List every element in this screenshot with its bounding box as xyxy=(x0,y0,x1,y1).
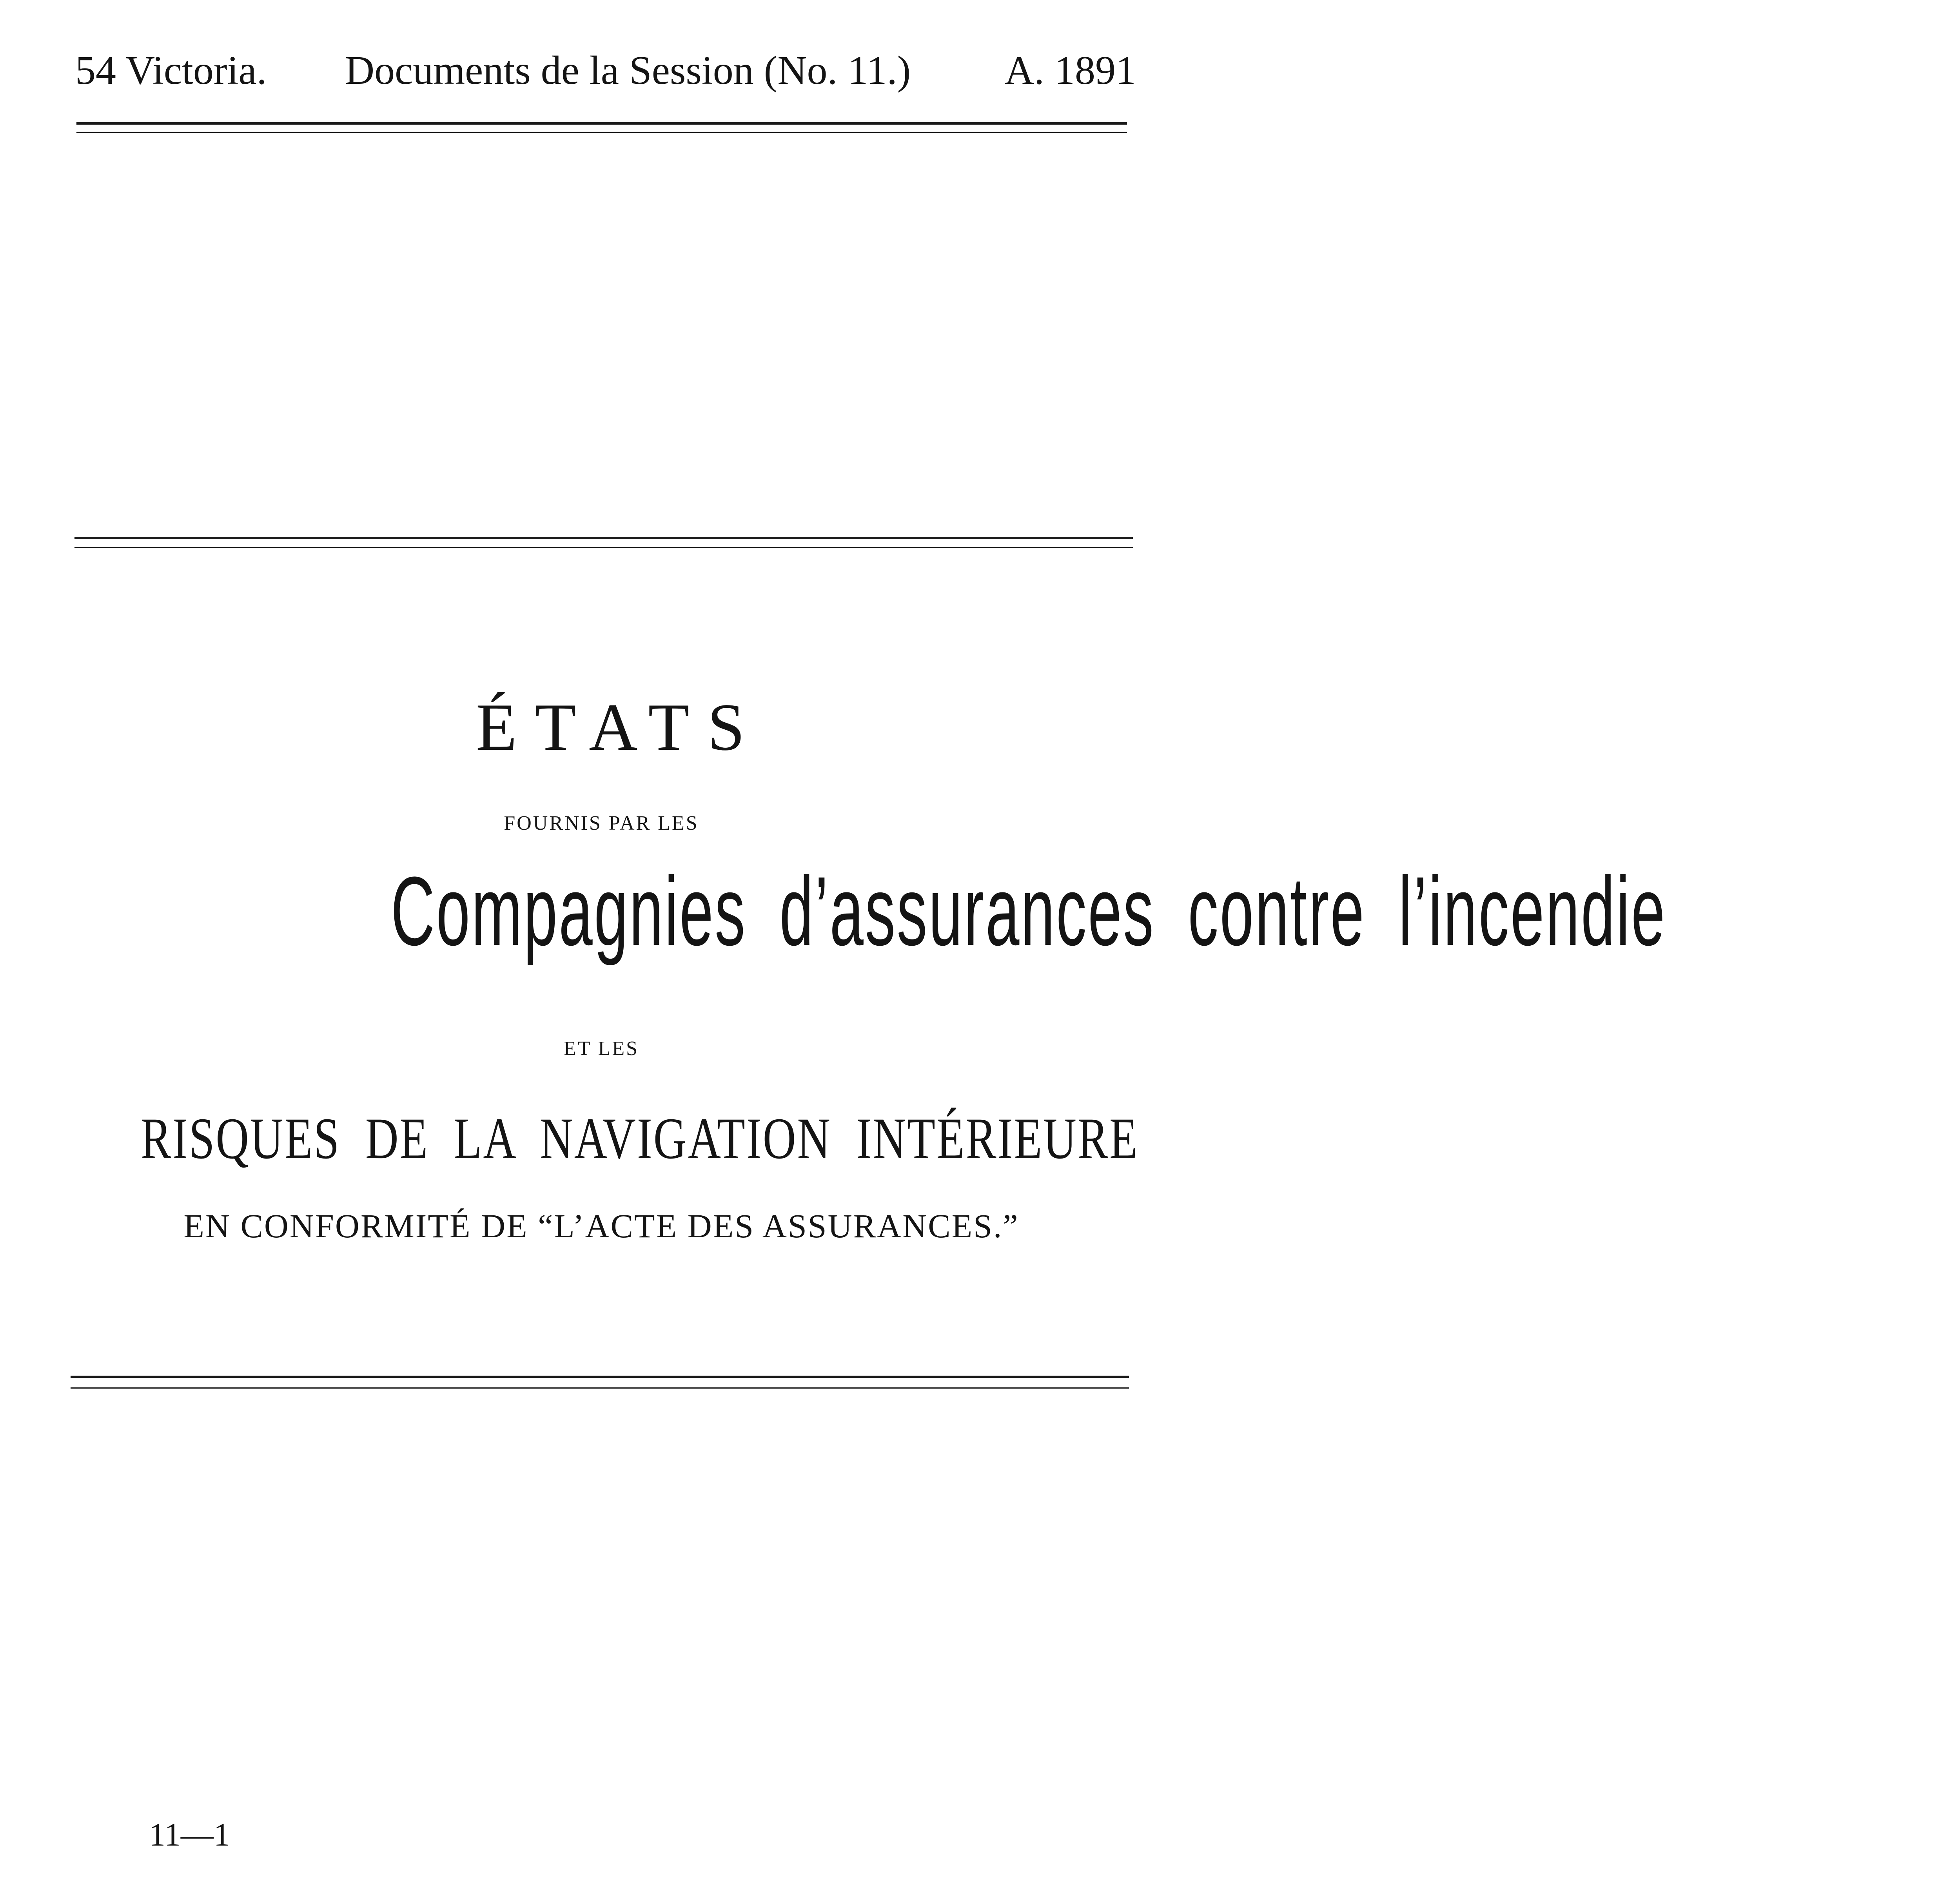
subtitle-conformity: EN CONFORMITÉ DE “L’ACTE DES ASSURANCES.” xyxy=(183,1207,1019,1245)
page-folio: 11—1 xyxy=(149,1817,230,1853)
header-rule-top xyxy=(76,122,1127,125)
title-rule-upper-bottom xyxy=(74,547,1133,548)
page-title: ÉTATS xyxy=(475,690,763,765)
header-year: A. 1891 xyxy=(1004,48,1136,93)
header-rule-bottom xyxy=(76,132,1127,133)
header-volume: 54 Victoria. xyxy=(75,48,267,93)
title-rule-lower-bottom xyxy=(71,1387,1129,1389)
title-rule-upper-top xyxy=(74,537,1133,539)
heading-fire-insurance-companies-text: Compagnies d’assurances contre l’incendie xyxy=(391,856,1667,966)
subtitle-et-les: ET LES xyxy=(563,1037,639,1060)
subtitle-fournis: FOURNIS PAR LES xyxy=(504,812,699,834)
header-session-documents: Documents de la Session (No. 11.) xyxy=(345,48,911,93)
heading-inland-navigation-risks xyxy=(0,1106,1203,1171)
heading-fire-insurance-companies xyxy=(0,856,1667,966)
heading-inland-navigation-risks-text: RISQUES DE LA NAVIGATION INTÉRIEURE xyxy=(141,1106,1139,1171)
title-rule-lower-top xyxy=(71,1376,1129,1378)
